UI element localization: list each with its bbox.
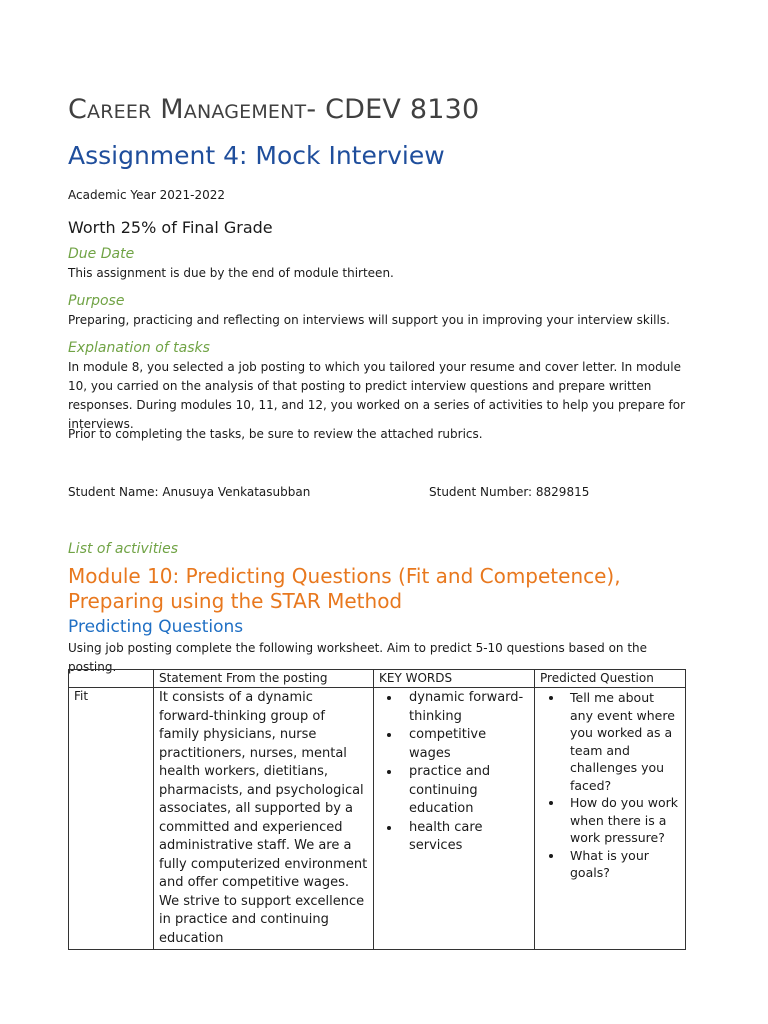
rubrics-text: Prior to completing the tasks, be sure to review the attached rubrics. xyxy=(68,427,483,441)
purpose-text: Preparing, practicing and reflecting on interviews will support you in improving your interview skills. xyxy=(68,313,670,327)
table-row xyxy=(69,688,686,950)
course-title: Career Management- CDEV 8130 xyxy=(68,94,480,125)
due-date-text: This assignment is due by the end of module thirteen. xyxy=(68,266,394,280)
header-predicted-question: Predicted Question xyxy=(535,670,686,688)
predicted-questions-list xyxy=(540,689,680,882)
assignment-title: Assignment 4: Mock Interview xyxy=(68,141,445,170)
row-keywords xyxy=(374,688,535,950)
worksheet-header-row xyxy=(69,670,686,688)
list-item: • competitive wages xyxy=(401,726,529,763)
explanation-heading: Explanation of tasks xyxy=(68,340,210,356)
list-item: • practice and continuing education xyxy=(401,763,529,819)
row-predicted-questions xyxy=(535,688,686,950)
header-category xyxy=(69,670,154,688)
keywords-list xyxy=(379,689,529,856)
worksheet-instructions: Using job posting complete the following worksheet. Aim to predict 5-10 questions based on the posting. xyxy=(68,641,648,674)
header-keywords: KEY WORDS xyxy=(374,670,535,688)
list-item: • How do you work when there is a work pressure? xyxy=(564,794,680,847)
list-item: • health care services xyxy=(401,819,529,856)
purpose-heading: Purpose xyxy=(68,293,125,309)
predicting-questions-worksheet xyxy=(68,669,686,950)
header-statement: Statement From the posting xyxy=(154,670,374,688)
list-of-activities-heading: List of activities xyxy=(68,541,178,557)
list-item: • Tell me about any event where you worked as a team and challenges you faced? xyxy=(564,689,680,794)
student-name: Student Name: Anusuya Venkatasubban xyxy=(68,485,311,499)
row-statement: It consists of a dynamic forward-thinking group of family physicians, nurse practitioners, nurses, mental health workers, dietitians, pharmacists, and psychological associates, all supported by a committed and experienced administrative staff. We are a fully computerized environment and offer competitive wages. We strive to support excellence in practice and continuing education xyxy=(154,688,374,950)
predicting-questions-heading: Predicting Questions xyxy=(68,617,244,637)
worth-grade: Worth 25% of Final Grade xyxy=(68,218,273,237)
list-item: • dynamic forward-thinking xyxy=(401,689,529,726)
due-date-heading: Due Date xyxy=(68,246,135,262)
academic-year: Academic Year 2021-2022 xyxy=(68,188,226,202)
row-category: Fit xyxy=(69,688,154,950)
list-item: • What is your goals? xyxy=(564,847,680,882)
student-number: Student Number: 8829815 xyxy=(429,485,590,499)
module-10-title: Module 10: Predicting Questions (Fit and Competence), Preparing using the STAR Method xyxy=(68,564,621,613)
explanation-text: In module 8, you selected a job posting to which you tailored your resume and cover letter. In module 10, you carried on the analysis of that posting to predict interview questions and prepare written responses. During modules 10, 11, and 12, you worked on a series of activities to help you prepare for interviews. xyxy=(68,360,686,431)
